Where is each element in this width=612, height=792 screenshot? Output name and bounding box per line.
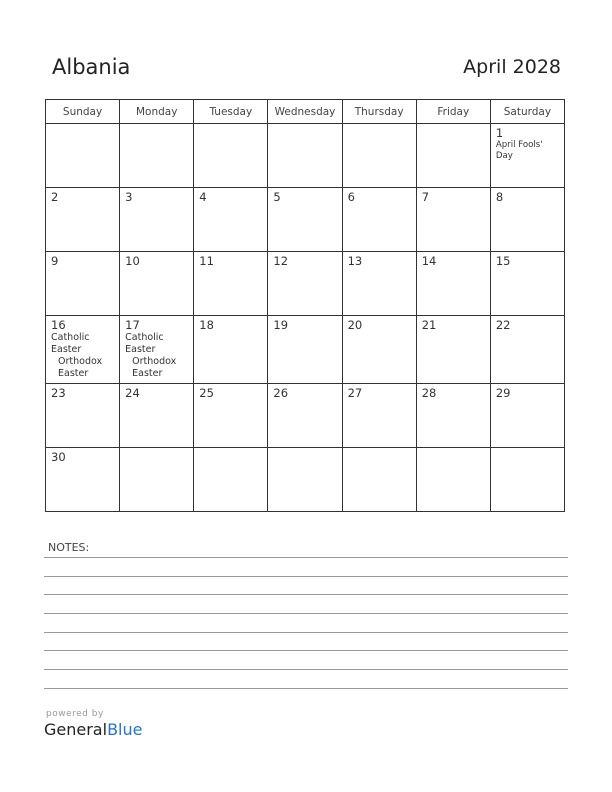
- calendar-day-cell[interactable]: [46, 384, 120, 448]
- calendar-day-cell[interactable]: [46, 448, 120, 512]
- day-number: 4: [199, 190, 207, 204]
- holiday-label: Orthodox: [132, 356, 177, 367]
- holiday-label: April Fools': [495, 140, 543, 150]
- note-line: [44, 613, 568, 614]
- note-line: [44, 557, 568, 558]
- weekday-header-row: [46, 100, 565, 124]
- calendar-day-cell[interactable]: [120, 252, 194, 316]
- weekday-saturday: Saturday: [490, 100, 564, 124]
- day-number: 16: [51, 318, 66, 332]
- holiday-label: Day: [495, 151, 513, 161]
- calendar-day-cell[interactable]: [416, 124, 490, 188]
- calendar-day-cell[interactable]: [268, 124, 342, 188]
- day-number: 7: [421, 190, 430, 204]
- day-number: 19: [273, 318, 289, 332]
- note-line: [44, 650, 568, 651]
- calendar-day-cell[interactable]: [342, 316, 416, 384]
- holiday-label: Orthodox: [58, 356, 103, 367]
- calendar-day-cell[interactable]: [268, 384, 342, 448]
- holiday-label: Catholic: [51, 332, 90, 343]
- holiday-label: Easter: [51, 344, 82, 355]
- weekday-thursday: Thursday: [342, 100, 416, 124]
- calendar-day-cell[interactable]: [194, 188, 268, 252]
- day-number: 3: [125, 190, 133, 204]
- day-number: 29: [495, 386, 511, 400]
- calendar-week-row: [46, 188, 565, 252]
- day-number: 11: [199, 254, 214, 268]
- calendar-day-cell[interactable]: [490, 316, 564, 384]
- calendar-day-cell[interactable]: [416, 316, 490, 384]
- day-number: 23: [51, 386, 66, 400]
- calendar-week-row: [46, 124, 565, 188]
- calendar-day-cell[interactable]: [268, 316, 342, 384]
- holiday-label: Easter: [58, 368, 89, 379]
- day-number: 21: [421, 318, 437, 332]
- calendar-day-cell[interactable]: [194, 316, 268, 384]
- calendar-day-cell[interactable]: [120, 124, 194, 188]
- calendar-day-cell[interactable]: [268, 252, 342, 316]
- generalblue-logo[interactable]: [44, 720, 142, 739]
- calendar-day-cell[interactable]: [194, 252, 268, 316]
- calendar-day-cell[interactable]: [416, 252, 490, 316]
- calendar-day-cell[interactable]: [46, 316, 120, 384]
- calendar-day-cell[interactable]: [120, 316, 194, 384]
- day-number: 13: [347, 254, 363, 268]
- calendar-week-row: [46, 384, 565, 448]
- calendar-day-cell[interactable]: [490, 384, 564, 448]
- calendar-day-cell[interactable]: [120, 384, 194, 448]
- calendar-day-cell[interactable]: [46, 252, 120, 316]
- notes-label: NOTES:: [48, 541, 90, 554]
- calendar-day-cell[interactable]: [342, 448, 416, 512]
- note-line: [44, 669, 568, 670]
- calendar-day-cell[interactable]: [120, 448, 194, 512]
- calendar-day-cell[interactable]: [268, 448, 342, 512]
- calendar-day-cell[interactable]: [268, 188, 342, 252]
- day-number: 15: [495, 254, 511, 268]
- calendar-month-year: April 2028: [463, 56, 561, 78]
- day-number: 8: [495, 190, 504, 204]
- calendar-week-row: [46, 316, 565, 384]
- calendar-day-cell[interactable]: [46, 188, 120, 252]
- calendar-day-cell[interactable]: [490, 188, 564, 252]
- calendar-day-cell[interactable]: [342, 384, 416, 448]
- calendar-day-cell[interactable]: [194, 124, 268, 188]
- holiday-label: Catholic: [125, 332, 164, 343]
- note-line: [44, 688, 568, 689]
- calendar-day-cell[interactable]: [120, 188, 194, 252]
- calendar-day-cell[interactable]: [490, 252, 564, 316]
- day-number: 28: [421, 386, 437, 400]
- note-line: [44, 576, 568, 577]
- calendar-body: [46, 124, 565, 512]
- day-number: 10: [125, 254, 140, 268]
- day-number: 18: [199, 318, 214, 332]
- calendar-day-cell[interactable]: [416, 384, 490, 448]
- weekday-tuesday: Tuesday: [194, 100, 268, 124]
- note-line: [44, 594, 568, 595]
- calendar-day-cell[interactable]: [416, 188, 490, 252]
- day-number: 24: [125, 386, 140, 400]
- calendar-day-cell[interactable]: [46, 124, 120, 188]
- day-number: 1: [495, 126, 504, 140]
- day-number: 12: [273, 254, 289, 268]
- calendar-week-row: [46, 252, 565, 316]
- day-number: 25: [199, 386, 214, 400]
- calendar-day-cell[interactable]: [342, 252, 416, 316]
- day-number: 5: [273, 190, 281, 204]
- day-number: 27: [347, 386, 363, 400]
- weekday-sunday: Sunday: [46, 100, 120, 124]
- day-number: 6: [347, 190, 355, 204]
- calendar-grid: [45, 99, 565, 512]
- calendar-week-row: [46, 448, 565, 512]
- calendar-day-cell[interactable]: [342, 188, 416, 252]
- weekday-friday: Friday: [416, 100, 490, 124]
- day-number: 20: [347, 318, 363, 332]
- powered-by-text: powered by: [46, 709, 104, 719]
- day-number: 26: [273, 386, 289, 400]
- weekday-wednesday: Wednesday: [268, 100, 342, 124]
- day-number: 2: [51, 190, 59, 204]
- calendar-day-cell[interactable]: [416, 448, 490, 512]
- day-number: 17: [125, 318, 140, 332]
- weekday-monday: Monday: [120, 100, 194, 124]
- calendar-day-cell[interactable]: [194, 384, 268, 448]
- day-number: 22: [495, 318, 511, 332]
- day-number: 14: [421, 254, 437, 268]
- brand-general: General: [44, 720, 108, 739]
- day-number: 9: [51, 254, 59, 268]
- holiday-label: Easter: [125, 344, 156, 355]
- calendar-day-cell[interactable]: [194, 448, 268, 512]
- calendar-day-cell[interactable]: [342, 124, 416, 188]
- calendar-day-cell[interactable]: [490, 448, 564, 512]
- note-line: [44, 632, 568, 633]
- brand-blue: Blue: [107, 720, 143, 739]
- day-number: 30: [51, 450, 66, 464]
- calendar-day-cell[interactable]: [490, 124, 564, 188]
- holiday-label: Easter: [132, 368, 163, 379]
- calendar-country: Albania: [52, 55, 131, 79]
